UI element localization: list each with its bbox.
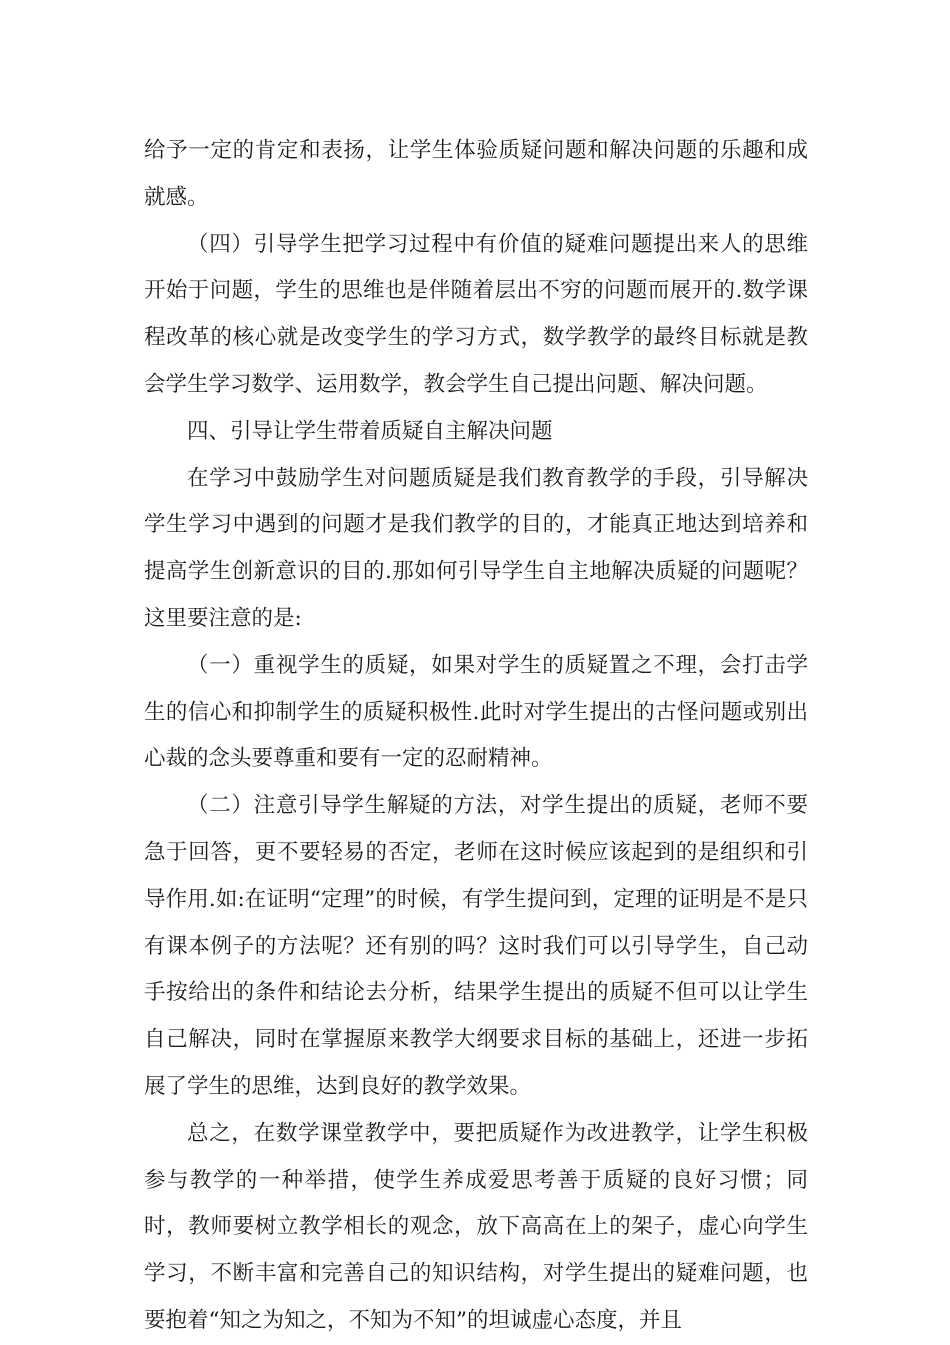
paragraph-guide-valuable-questions: （四）引导学生把学习过程中有价值的疑难问题提出来人的思维开始于问题，学生的思维也是伴随着层出不穷的问题而展开的.数学课程改革的核心就是改变学生的学习方式，数学教学的最终目标就是教会学生学习数学、运用数学，教会学生自己提出问题、解决问题。 [144, 231, 808, 397]
paragraph-respect-questions: （一）重视学生的质疑，如果对学生的质疑置之不理，会打击学生的信心和抑制学生的质疑积极性.此时对学生提出的古怪问题或别出心裁的念头要尊重和要有一定的忍耐精神。 [144, 652, 808, 772]
paragraph-conclusion: 总之，在数学课堂教学中，要把质疑作为改进教学，让学生积极参与教学的一种举措，使学生养成爱思考善于质疑的良好习惯；同时，教师要树立教学相长的观念，放下高高在上的架子，虚心向学生学习，不断丰富和完善自己的知识结构，对学生提出的疑难问题，也要抱着“知之为知之，不知为不知”的坦诚虚心态度，并且 [144, 1120, 808, 1333]
paragraph-encourage-questioning: 在学习中鼓励学生对问题质疑是我们教育教学的手段，引导解决学生学习中遇到的问题才是我们教学的目的，才能真正地达到培养和提高学生创新意识的目的.那如何引导学生自主地解决质疑的问题呢？这里要注意的是: [144, 465, 808, 631]
document-page [144, 128, 808, 1345]
paragraph-continuation: 给予一定的肯定和表扬，让学生体验质疑问题和解决问题的乐趣和成就感。 [144, 138, 808, 210]
section-heading-four: 四、引导让学生带着质疑自主解决问题 [187, 418, 553, 444]
paragraph-guide-methods: （二）注意引导学生解疑的方法，对学生提出的质疑，老师不要急于回答，更不要轻易的否定，老师在这时候应该起到的是组织和引导作用.如:在证明“定理”的时候，有学生提问到，定理的证明是不是只有课本例子的方法呢？还有别的吗？这时我们可以引导学生，自己动手按给出的条件和结论去分析，结果学生提出的质疑不但可以让学生自己解决，同时在掌握原来教学大纲要求目标的基础上，还进一步拓展了学生的思维，达到良好的教学效果。 [144, 793, 808, 1099]
